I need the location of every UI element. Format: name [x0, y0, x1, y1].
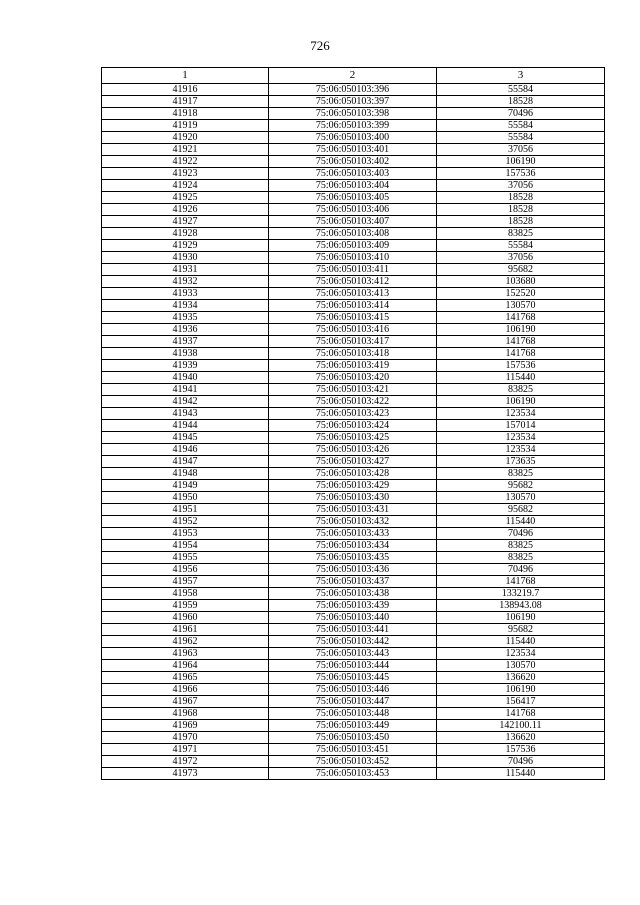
value-cell: 37056: [437, 180, 605, 192]
row-number-cell: 41963: [102, 648, 269, 660]
cadastral-number-cell: 75:06:050103:426: [269, 444, 437, 456]
table-row: [102, 120, 605, 132]
cadastral-number-cell: 75:06:050103:419: [269, 360, 437, 372]
table-row: [102, 588, 605, 600]
cadastral-number-cell: 75:06:050103:449: [269, 720, 437, 732]
table-row: [102, 528, 605, 540]
row-number-cell: 41973: [102, 768, 269, 780]
cadastral-number-cell: 75:06:050103:427: [269, 456, 437, 468]
table-row: [102, 300, 605, 312]
row-number-cell: 41925: [102, 192, 269, 204]
value-cell: 123534: [437, 408, 605, 420]
value-cell: 130570: [437, 660, 605, 672]
value-cell: 141768: [437, 312, 605, 324]
cadastral-number-cell: 75:06:050103:438: [269, 588, 437, 600]
table-row: [102, 264, 605, 276]
cadastral-number-cell: 75:06:050103:407: [269, 216, 437, 228]
value-cell: 138943.08: [437, 600, 605, 612]
row-number-cell: 41920: [102, 132, 269, 144]
table-row: [102, 672, 605, 684]
table-row: [102, 132, 605, 144]
value-cell: 156417: [437, 696, 605, 708]
value-cell: 106190: [437, 396, 605, 408]
table-row: [102, 600, 605, 612]
value-cell: 83825: [437, 540, 605, 552]
table-row: [102, 240, 605, 252]
table-row: [102, 312, 605, 324]
cadastral-number-cell: 75:06:050103:453: [269, 768, 437, 780]
table-row: [102, 744, 605, 756]
value-cell: 133219.7: [437, 588, 605, 600]
row-number-cell: 41945: [102, 432, 269, 444]
value-cell: 130570: [437, 492, 605, 504]
value-cell: 157536: [437, 168, 605, 180]
row-number-cell: 41946: [102, 444, 269, 456]
row-number-cell: 41918: [102, 108, 269, 120]
cadastral-number-cell: 75:06:050103:433: [269, 528, 437, 540]
row-number-cell: 41932: [102, 276, 269, 288]
page-number: 726: [310, 38, 330, 53]
table-row: [102, 228, 605, 240]
value-cell: 70496: [437, 528, 605, 540]
value-cell: 115440: [437, 768, 605, 780]
cadastral-number-cell: 75:06:050103:445: [269, 672, 437, 684]
value-cell: 123534: [437, 648, 605, 660]
row-number-cell: 41955: [102, 552, 269, 564]
row-number-cell: 41927: [102, 216, 269, 228]
cadastral-number-cell: 75:06:050103:403: [269, 168, 437, 180]
table-row: [102, 696, 605, 708]
cadastral-number-cell: 75:06:050103:410: [269, 252, 437, 264]
table-header-row: [102, 68, 605, 84]
table-row: [102, 396, 605, 408]
row-number-cell: 41933: [102, 288, 269, 300]
cadastral-number-cell: 75:06:050103:412: [269, 276, 437, 288]
table-row: [102, 324, 605, 336]
value-cell: 55584: [437, 120, 605, 132]
row-number-cell: 41959: [102, 600, 269, 612]
value-cell: 141768: [437, 336, 605, 348]
row-number-cell: 41951: [102, 504, 269, 516]
value-cell: 157014: [437, 420, 605, 432]
table-row: [102, 432, 605, 444]
table-row: [102, 576, 605, 588]
value-cell: 173635: [437, 456, 605, 468]
table-row: [102, 504, 605, 516]
table-row: [102, 180, 605, 192]
row-number-cell: 41943: [102, 408, 269, 420]
value-cell: 141768: [437, 576, 605, 588]
cadastral-number-cell: 75:06:050103:442: [269, 636, 437, 648]
cadastral-number-cell: 75:06:050103:446: [269, 684, 437, 696]
value-cell: 136620: [437, 732, 605, 744]
table-row: [102, 516, 605, 528]
table-row: [102, 288, 605, 300]
value-cell: 106190: [437, 684, 605, 696]
value-cell: 152520: [437, 288, 605, 300]
cadastral-number-cell: 75:06:050103:413: [269, 288, 437, 300]
row-number-cell: 41934: [102, 300, 269, 312]
value-cell: 157536: [437, 360, 605, 372]
column-header-1: 1: [102, 68, 269, 84]
table-row: [102, 732, 605, 744]
value-cell: 83825: [437, 384, 605, 396]
table-row: [102, 480, 605, 492]
row-number-cell: 41942: [102, 396, 269, 408]
row-number-cell: 41956: [102, 564, 269, 576]
cadastral-number-cell: 75:06:050103:408: [269, 228, 437, 240]
value-cell: 157536: [437, 744, 605, 756]
value-cell: 55584: [437, 240, 605, 252]
cadastral-number-cell: 75:06:050103:425: [269, 432, 437, 444]
row-number-cell: 41954: [102, 540, 269, 552]
row-number-cell: 41950: [102, 492, 269, 504]
cadastral-number-cell: 75:06:050103:396: [269, 84, 437, 96]
table-row: [102, 348, 605, 360]
value-cell: 55584: [437, 84, 605, 96]
row-number-cell: 41944: [102, 420, 269, 432]
value-cell: 83825: [437, 468, 605, 480]
cadastral-number-cell: 75:06:050103:411: [269, 264, 437, 276]
cadastral-number-cell: 75:06:050103:420: [269, 372, 437, 384]
cadastral-number-cell: 75:06:050103:404: [269, 180, 437, 192]
value-cell: 95682: [437, 480, 605, 492]
value-cell: 123534: [437, 432, 605, 444]
table-row: [102, 408, 605, 420]
table-row: [102, 444, 605, 456]
row-number-cell: 41962: [102, 636, 269, 648]
value-cell: 136620: [437, 672, 605, 684]
row-number-cell: 41917: [102, 96, 269, 108]
table-row: [102, 384, 605, 396]
table-row: [102, 420, 605, 432]
cadastral-number-cell: 75:06:050103:429: [269, 480, 437, 492]
value-cell: 95682: [437, 264, 605, 276]
value-cell: 83825: [437, 228, 605, 240]
value-cell: 123534: [437, 444, 605, 456]
table-row: [102, 660, 605, 672]
cadastral-number-cell: 75:06:050103:440: [269, 612, 437, 624]
table-row: [102, 276, 605, 288]
cadastral-number-cell: 75:06:050103:430: [269, 492, 437, 504]
table-row: [102, 372, 605, 384]
cadastral-number-cell: 75:06:050103:409: [269, 240, 437, 252]
cadastral-number-cell: 75:06:050103:436: [269, 564, 437, 576]
table-row: [102, 204, 605, 216]
cadastral-number-cell: 75:06:050103:422: [269, 396, 437, 408]
table-row: [102, 720, 605, 732]
value-cell: 130570: [437, 300, 605, 312]
row-number-cell: 41971: [102, 744, 269, 756]
row-number-cell: 41961: [102, 624, 269, 636]
row-number-cell: 41923: [102, 168, 269, 180]
cadastral-number-cell: 75:06:050103:441: [269, 624, 437, 636]
cadastral-number-cell: 75:06:050103:431: [269, 504, 437, 516]
row-number-cell: 41924: [102, 180, 269, 192]
cadastral-number-cell: 75:06:050103:418: [269, 348, 437, 360]
table-row: [102, 144, 605, 156]
cadastral-number-cell: 75:06:050103:450: [269, 732, 437, 744]
row-number-cell: 41965: [102, 672, 269, 684]
cadastral-number-cell: 75:06:050103:443: [269, 648, 437, 660]
table-row: [102, 84, 605, 96]
row-number-cell: 41947: [102, 456, 269, 468]
value-cell: 103680: [437, 276, 605, 288]
cadastral-number-cell: 75:06:050103:423: [269, 408, 437, 420]
row-number-cell: 41926: [102, 204, 269, 216]
cadastral-number-cell: 75:06:050103:437: [269, 576, 437, 588]
value-cell: 115440: [437, 516, 605, 528]
cadastral-number-cell: 75:06:050103:432: [269, 516, 437, 528]
cadastral-number-cell: 75:06:050103:435: [269, 552, 437, 564]
row-number-cell: 41964: [102, 660, 269, 672]
value-cell: 95682: [437, 504, 605, 516]
row-number-cell: 41928: [102, 228, 269, 240]
table-row: [102, 156, 605, 168]
row-number-cell: 41949: [102, 480, 269, 492]
row-number-cell: 41931: [102, 264, 269, 276]
cadastral-number-cell: 75:06:050103:447: [269, 696, 437, 708]
cadastral-number-cell: 75:06:050103:399: [269, 120, 437, 132]
row-number-cell: 41935: [102, 312, 269, 324]
table-row: [102, 336, 605, 348]
row-number-cell: 41958: [102, 588, 269, 600]
cadastral-number-cell: 75:06:050103:397: [269, 96, 437, 108]
value-cell: 70496: [437, 108, 605, 120]
cadastral-number-cell: 75:06:050103:444: [269, 660, 437, 672]
cadastral-number-cell: 75:06:050103:406: [269, 204, 437, 216]
cadastral-number-cell: 75:06:050103:421: [269, 384, 437, 396]
row-number-cell: 41952: [102, 516, 269, 528]
row-number-cell: 41929: [102, 240, 269, 252]
value-cell: 115440: [437, 636, 605, 648]
table-row: [102, 540, 605, 552]
cadastral-table: [101, 67, 605, 780]
row-number-cell: 41938: [102, 348, 269, 360]
row-number-cell: 41941: [102, 384, 269, 396]
table-row: [102, 768, 605, 780]
table-row: [102, 456, 605, 468]
cadastral-number-cell: 75:06:050103:451: [269, 744, 437, 756]
value-cell: 18528: [437, 204, 605, 216]
table-row: [102, 216, 605, 228]
value-cell: 70496: [437, 564, 605, 576]
cadastral-number-cell: 75:06:050103:417: [269, 336, 437, 348]
table-body: [102, 84, 605, 780]
value-cell: 18528: [437, 216, 605, 228]
table-row: [102, 360, 605, 372]
table-row: [102, 636, 605, 648]
cadastral-number-cell: 75:06:050103:400: [269, 132, 437, 144]
cadastral-number-cell: 75:06:050103:415: [269, 312, 437, 324]
cadastral-number-cell: 75:06:050103:428: [269, 468, 437, 480]
table-row: [102, 468, 605, 480]
column-header-2: 2: [269, 68, 437, 84]
table-row: [102, 96, 605, 108]
row-number-cell: 41972: [102, 756, 269, 768]
row-number-cell: 41970: [102, 732, 269, 744]
row-number-cell: 41939: [102, 360, 269, 372]
value-cell: 106190: [437, 612, 605, 624]
table-row: [102, 192, 605, 204]
cadastral-number-cell: 75:06:050103:434: [269, 540, 437, 552]
table-row: [102, 252, 605, 264]
row-number-cell: 41953: [102, 528, 269, 540]
row-number-cell: 41957: [102, 576, 269, 588]
table-row: [102, 564, 605, 576]
table-row: [102, 108, 605, 120]
value-cell: 37056: [437, 144, 605, 156]
row-number-cell: 41921: [102, 144, 269, 156]
row-number-cell: 41930: [102, 252, 269, 264]
table-row: [102, 624, 605, 636]
row-number-cell: 41969: [102, 720, 269, 732]
cadastral-number-cell: 75:06:050103:416: [269, 324, 437, 336]
value-cell: 18528: [437, 192, 605, 204]
value-cell: 142100.11: [437, 720, 605, 732]
row-number-cell: 41922: [102, 156, 269, 168]
table-row: [102, 552, 605, 564]
table-row: [102, 492, 605, 504]
row-number-cell: 41960: [102, 612, 269, 624]
value-cell: 18528: [437, 96, 605, 108]
value-cell: 83825: [437, 552, 605, 564]
table-row: [102, 684, 605, 696]
value-cell: 106190: [437, 156, 605, 168]
table-row: [102, 648, 605, 660]
row-number-cell: 41948: [102, 468, 269, 480]
cadastral-number-cell: 75:06:050103:401: [269, 144, 437, 156]
column-header-3: 3: [437, 68, 605, 84]
cadastral-number-cell: 75:06:050103:414: [269, 300, 437, 312]
table-row: [102, 756, 605, 768]
row-number-cell: 41936: [102, 324, 269, 336]
value-cell: 70496: [437, 756, 605, 768]
row-number-cell: 41967: [102, 696, 269, 708]
table-row: [102, 612, 605, 624]
row-number-cell: 41966: [102, 684, 269, 696]
row-number-cell: 41940: [102, 372, 269, 384]
cadastral-number-cell: 75:06:050103:398: [269, 108, 437, 120]
row-number-cell: 41968: [102, 708, 269, 720]
row-number-cell: 41916: [102, 84, 269, 96]
cadastral-number-cell: 75:06:050103:452: [269, 756, 437, 768]
value-cell: 106190: [437, 324, 605, 336]
cadastral-number-cell: 75:06:050103:439: [269, 600, 437, 612]
row-number-cell: 41937: [102, 336, 269, 348]
value-cell: 55584: [437, 132, 605, 144]
cadastral-number-cell: 75:06:050103:405: [269, 192, 437, 204]
cadastral-number-cell: 75:06:050103:424: [269, 420, 437, 432]
value-cell: 37056: [437, 252, 605, 264]
value-cell: 95682: [437, 624, 605, 636]
value-cell: 141768: [437, 348, 605, 360]
table-row: [102, 168, 605, 180]
row-number-cell: 41919: [102, 120, 269, 132]
table-row: [102, 708, 605, 720]
cadastral-number-cell: 75:06:050103:448: [269, 708, 437, 720]
value-cell: 115440: [437, 372, 605, 384]
value-cell: 141768: [437, 708, 605, 720]
cadastral-number-cell: 75:06:050103:402: [269, 156, 437, 168]
